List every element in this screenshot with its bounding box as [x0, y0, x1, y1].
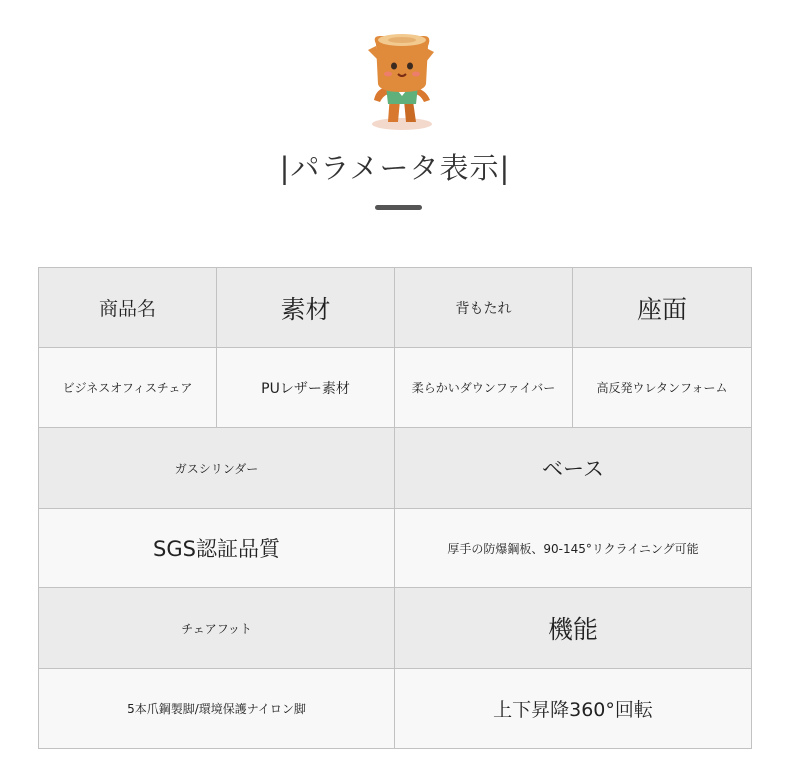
table-cell: 座面	[573, 268, 752, 348]
tree-stump-mascot-icon	[362, 30, 438, 132]
table-cell: 機能	[395, 588, 752, 669]
table-cell: 商品名	[39, 268, 217, 348]
table-row	[39, 348, 752, 428]
table-row	[39, 268, 752, 348]
table-row	[39, 588, 752, 669]
table-cell: PUレザー素材	[217, 348, 395, 428]
table-cell: ベース	[395, 428, 752, 509]
table-cell: 高反発ウレタンフォーム	[573, 348, 752, 428]
table-cell: 上下昇降360°回転	[395, 669, 752, 749]
table-cell: ビジネスオフィスチェア	[39, 348, 217, 428]
table-cell: 背もたれ	[395, 268, 573, 348]
table-cell: ガスシリンダー	[39, 428, 395, 509]
table-cell: チェアフット	[39, 588, 395, 669]
table-cell: SGS認証品質	[39, 509, 395, 588]
table-cell: 厚手の防爆鋼板、90-145°リクライニング可能	[395, 509, 752, 588]
table-row	[39, 509, 752, 588]
parameter-table	[38, 267, 752, 749]
table-cell: 柔らかいダウンファイバー	[395, 348, 573, 428]
section-title: |パラメータ表示|	[279, 151, 511, 185]
table-cell: 5本爪鋼製脚/環境保護ナイロン脚	[39, 669, 395, 749]
title-underline	[375, 205, 422, 210]
table-row	[39, 428, 752, 509]
table-row	[39, 669, 752, 749]
table-cell: 素材	[217, 268, 395, 348]
